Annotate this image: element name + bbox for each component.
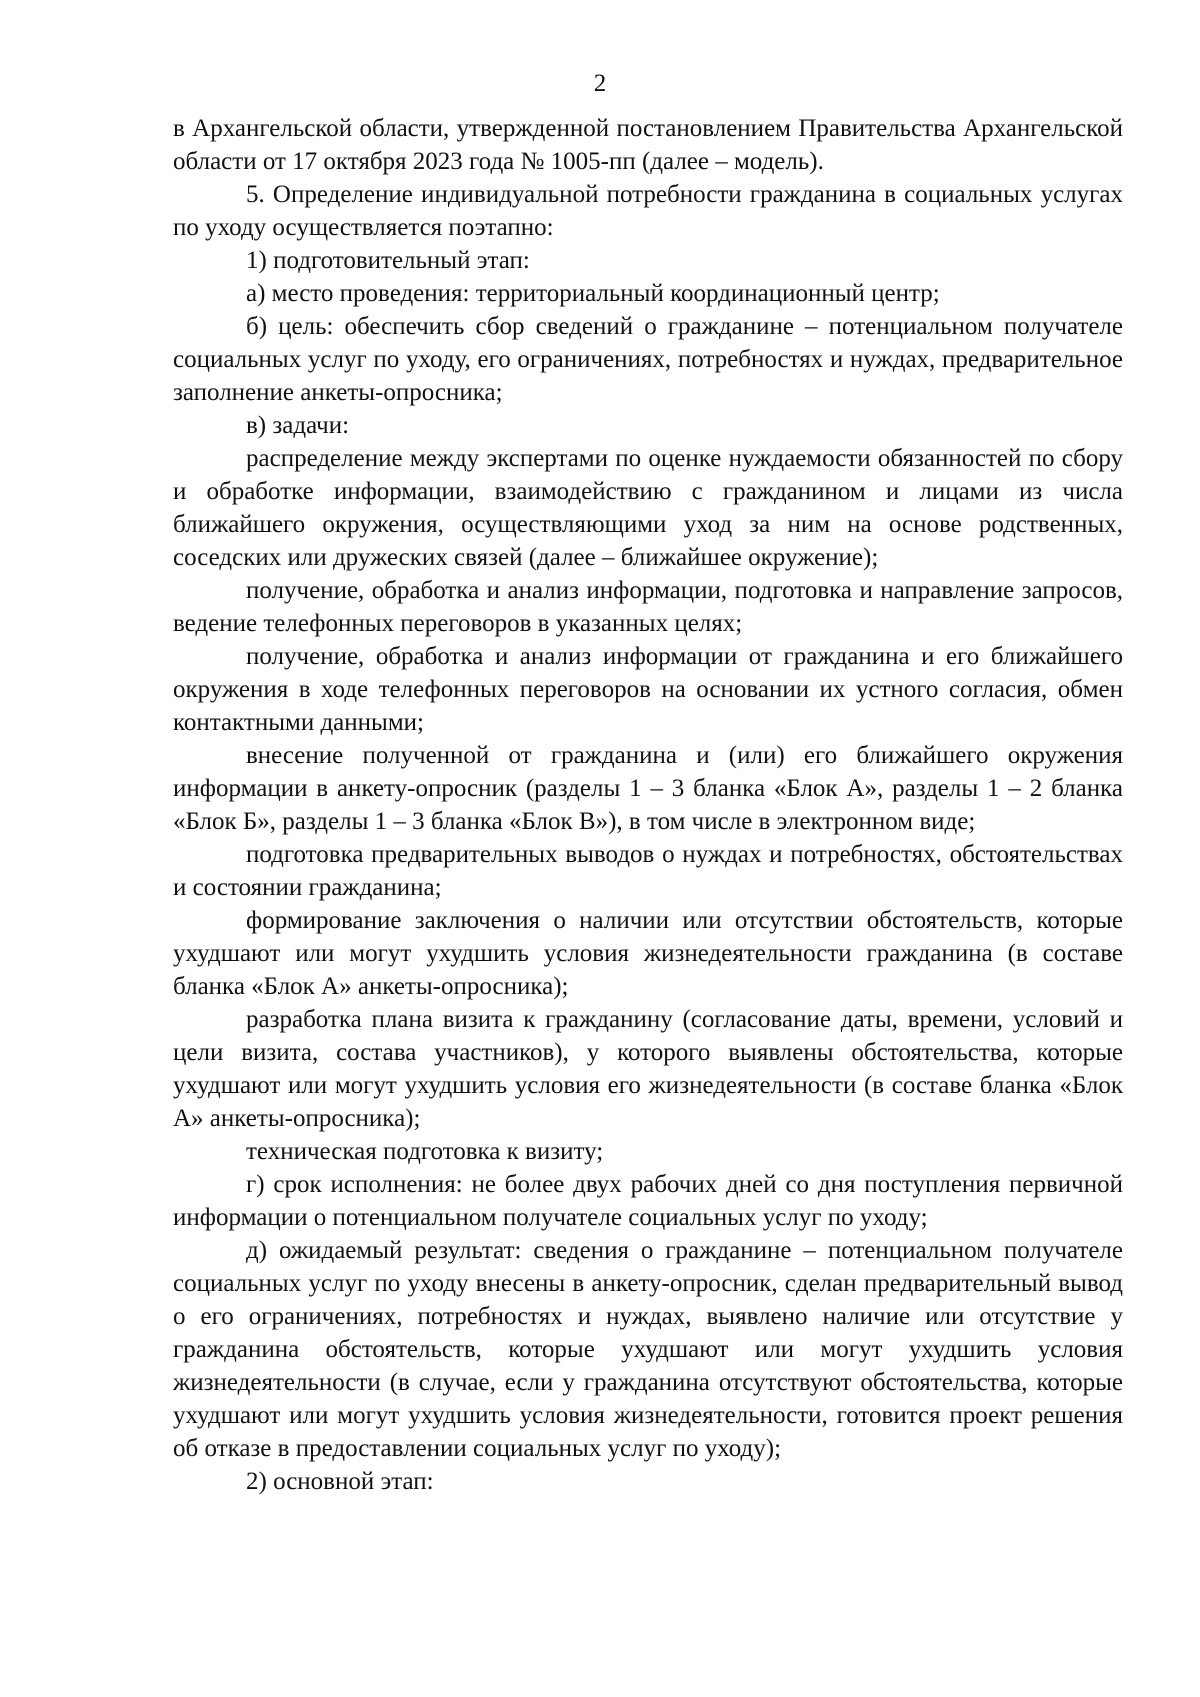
paragraph-task-phone: получение, обработка и анализ информации от гражданина и его ближайшего окружения в ходе телефонных переговоров на основании их устного согласия, обмен контактными данными; [173,643,1123,736]
paragraph-goal: б) цель: обеспечить сбор сведений о гражданине – потенциальном получателе социальных услуг по уходу, его ограничениях, потребностях и нуждах, предварительное заполнение анкеты-опросника; [173,313,1123,406]
paragraph-continuation: в Архангельской области, утвержденной постановлением Правительства Архангельской области от 17 октября 2023 года № 1005-пп (далее – модель). [173,115,1123,175]
paragraph-expected-result: д) ожидаемый результат: сведения о гражданине – потенциальном получателе социальных услуг по уходу внесены в анкету-опросник, сделан предварительный вывод о его ограничениях, потребностях и нуждах, выявлено наличие или отсутствие у гражданина обстоятельств, которые ухудшают или могут ухудшить условия жизнедеятельности (в случае, если у гражданина отсутствуют обстоятельства, которые ухудшают или могут ухудшить условия жизнедеятельности, готовится проект решения об отказе в предоставлении социальных услуг по уходу); [173,1237,1123,1462]
paragraph-task-conclusion: формирование заключения о наличии или отсутствии обстоятельств, которые ухудшают или могут ухудшить условия жизнедеятельности гражданина (в составе бланка «Блок А» анкеты-опросника); [173,907,1123,1000]
paragraph-task-preliminary: подготовка предварительных выводов о нуждах и потребностях, обстоятельствах и состоянии гражданина; [173,841,1123,901]
paragraph-task-technical: техническая подготовка к визиту; [246,1138,604,1165]
page-number: 2 [593,70,607,97]
paragraph-tasks-heading: в) задачи: [246,412,350,439]
paragraph-task-questionnaire: внесение полученной от гражданина и (или) его ближайшего окружения информации в анкету-опросник (разделы 1 – 3 бланка «Блок А», разделы 1 – 2 бланка «Блок Б», разделы 1 – 3 бланка «Блок В»), в том числе в электронном виде; [173,742,1123,835]
paragraph-deadline: г) срок исполнения: не более двух рабочих дней со дня поступления первичной информации о потенциальном получателе социальных услуг по уходу; [173,1171,1123,1231]
paragraph-location: а) место проведения: территориальный координационный центр; [246,280,940,307]
document-body [173,112,1123,1498]
paragraph-item-5: 5. Определение индивидуальной потребности гражданина в социальных услугах по уходу осуществляется поэтапно: [173,181,1123,241]
paragraph-task-requests: получение, обработка и анализ информации, подготовка и направление запросов, ведение телефонных переговоров в указанных целях; [173,577,1123,637]
paragraph-task-visit-plan: разработка плана визита к гражданину (согласование даты, времени, условий и цели визита, состава участников), у которого выявлены обстоятельства, которые ухудшают или могут ухудшить условия его жизнедеятельности (в составе бланка «Блок А» анкеты-опросника); [173,1006,1123,1132]
paragraph-stage-1-heading: 1) подготовительный этап: [246,247,530,274]
paragraph-stage-2-heading: 2) основной этап: [246,1468,434,1495]
paragraph-task-distribution: распределение между экспертами по оценке нуждаемости обязанностей по сбору и обработке информации, взаимодействию с гражданином и лицами из числа ближайшего окружения, осуществляющими уход за ним на основе родственных, соседских или дружеских связей (далее – ближайшее окружение); [173,445,1123,571]
